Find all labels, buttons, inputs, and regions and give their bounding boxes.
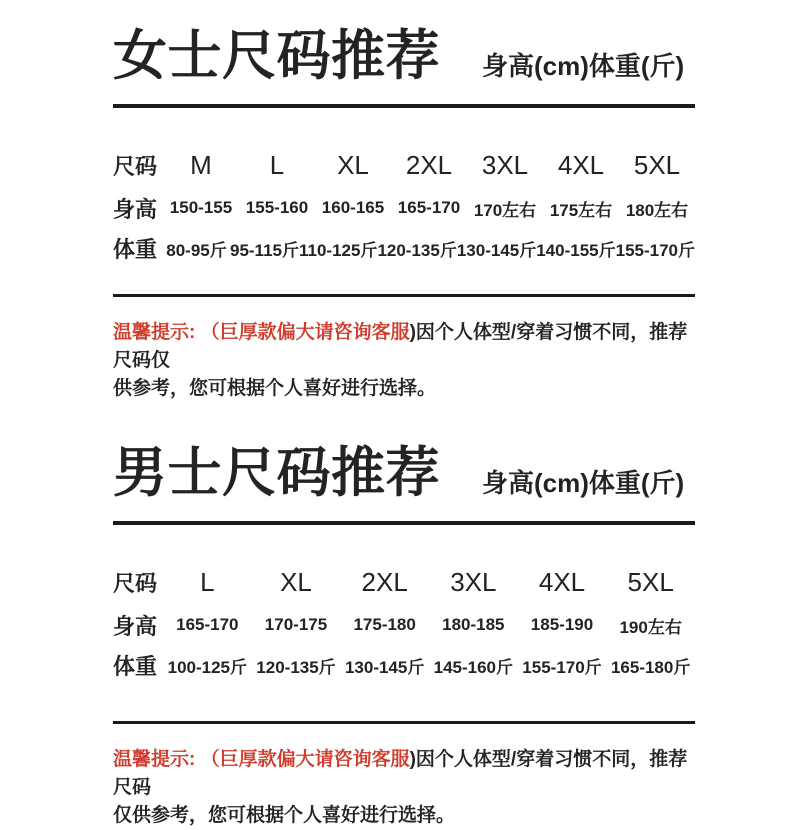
table-cell: 180-185 — [442, 615, 505, 634]
women-section-title: 女士尺码推荐 — [113, 26, 440, 86]
table-cell: 5XL — [633, 149, 681, 180]
size-row-label: 尺码 — [113, 153, 158, 179]
men-section — [113, 439, 695, 830]
table-cell: 100-125斤 — [167, 657, 248, 677]
table-cell: 155-160 — [245, 198, 309, 217]
tip-text-line1: )因个人体型/穿着习惯不同，推荐尺码仅 — [113, 322, 688, 371]
men-height-row — [113, 605, 695, 645]
table-cell: 3XL — [450, 566, 497, 597]
size-row-label: 尺码 — [113, 570, 158, 596]
tip-text-line2: 仅供参考，您可根据个人喜好进行选择。 — [113, 805, 456, 826]
tip-text-line2: 供参考，您可根据个人喜好进行选择。 — [113, 378, 437, 399]
men-unit-label: 身高(cm)体重(斤) — [482, 468, 685, 498]
weight-row-label: 体重 — [113, 653, 158, 679]
table-cell: 130-145斤 — [344, 657, 425, 677]
table-cell: L — [269, 149, 285, 180]
men-size-table — [113, 559, 695, 685]
table-cell: 95-115斤 — [229, 240, 299, 260]
table-cell: 165-170 — [397, 198, 461, 217]
women-warm-tip — [113, 319, 695, 403]
table-cell: 2XL — [361, 566, 408, 597]
table-cell: 155-170斤 — [615, 240, 695, 260]
men-warm-tip — [113, 746, 695, 830]
weight-row-label: 体重 — [113, 236, 158, 262]
table-cell: 140-155斤 — [536, 240, 616, 260]
table-cell: 4XL — [557, 149, 605, 180]
table-cell: 3XL — [481, 149, 529, 180]
women-header — [113, 22, 695, 90]
women-height-row — [113, 188, 695, 228]
women-header-divider — [113, 104, 695, 108]
table-cell: 4XL — [538, 566, 586, 597]
table-cell: 145-160斤 — [433, 657, 514, 677]
table-cell: 155-170斤 — [522, 657, 602, 677]
table-cell: 165-170 — [176, 615, 239, 634]
men-table-divider — [113, 721, 695, 724]
table-cell: 80-95斤 — [166, 240, 227, 260]
men-size-row — [113, 559, 695, 605]
women-section — [113, 22, 695, 403]
table-cell: 2XL — [405, 149, 453, 180]
women-unit-label: 身高(cm)体重(斤) — [482, 51, 685, 81]
tip-highlight: 温馨提示: （巨厚款偏大请咨询客服 — [113, 749, 410, 770]
table-cell: 160-165 — [321, 198, 385, 217]
men-section-title: 男士尺码推荐 — [113, 443, 440, 503]
table-cell: 5XL — [627, 566, 674, 597]
tip-highlight: 温馨提示: （巨厚款偏大请咨询客服 — [113, 322, 410, 343]
table-cell: 180左右 — [625, 200, 689, 220]
women-table-divider — [113, 294, 695, 297]
table-cell: L — [200, 566, 215, 597]
men-header-divider — [113, 521, 695, 525]
table-cell: XL — [280, 566, 312, 597]
table-cell: 120-135斤 — [377, 240, 457, 260]
table-cell: 190左右 — [619, 617, 682, 637]
women-size-table — [113, 142, 695, 268]
table-cell: 120-135斤 — [256, 657, 336, 677]
table-cell: 170-175 — [264, 615, 328, 634]
table-cell: 150-155 — [169, 198, 233, 217]
men-weight-row — [113, 645, 695, 685]
table-cell: 130-145斤 — [456, 240, 537, 260]
table-cell: 175左右 — [549, 200, 613, 220]
table-cell: 175-180 — [353, 615, 416, 634]
table-cell: 165-180斤 — [610, 657, 691, 677]
table-cell: 170左右 — [473, 200, 537, 220]
height-row-label: 身高 — [113, 196, 158, 222]
women-weight-row — [113, 228, 695, 268]
table-cell: M — [190, 149, 212, 180]
height-row-label: 身高 — [113, 613, 158, 639]
table-cell: 110-125斤 — [298, 240, 378, 260]
table-cell: XL — [337, 149, 369, 180]
tip-text-line1: )因个人体型/穿着习惯不同，推荐尺码 — [113, 749, 688, 798]
table-cell: 185-190 — [530, 615, 594, 634]
men-header — [113, 439, 695, 507]
women-size-row — [113, 142, 695, 188]
